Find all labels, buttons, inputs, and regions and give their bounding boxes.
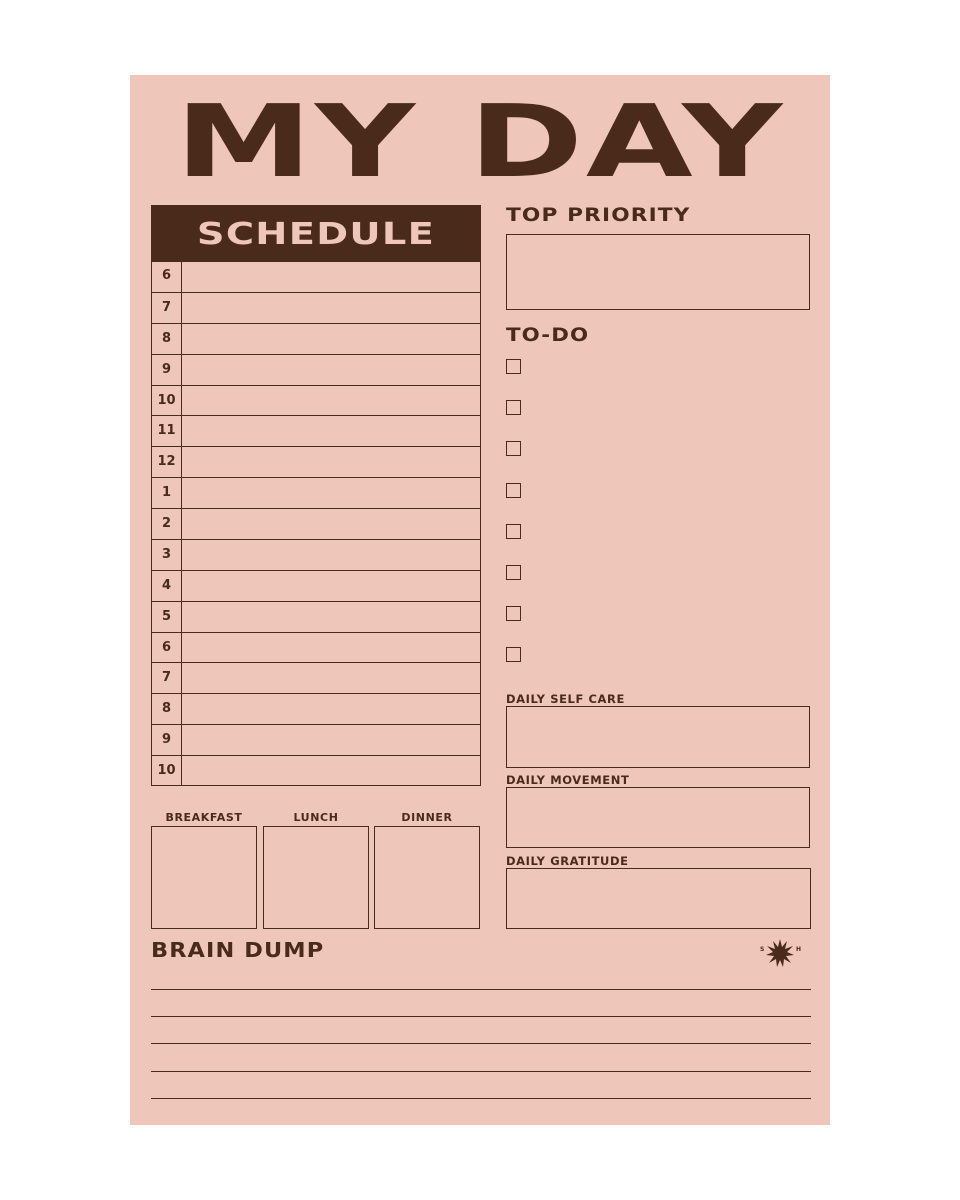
schedule-entry-field[interactable] [182,386,480,416]
schedule-entry-field[interactable] [182,725,480,755]
self-care-heading: DAILY SELF CARE [506,692,625,706]
hour-label: 10 [152,756,182,786]
logo-letter-right: H [796,946,802,953]
brain-dump-heading: BRAIN DUMP [151,938,325,962]
hour-label: 3 [152,540,182,570]
schedule-row [152,292,480,323]
schedule-row [152,539,480,570]
hour-label: 6 [152,633,182,663]
schedule-entry-field[interactable] [182,509,480,539]
todo-checkbox[interactable] [506,565,521,580]
schedule-row [152,601,480,632]
schedule-row [152,693,480,724]
todo-checkbox[interactable] [506,359,521,374]
schedule-entry-field[interactable] [182,324,480,354]
hour-label: 9 [152,355,182,385]
schedule-entry-field[interactable] [182,293,480,323]
schedule-entry-field[interactable] [182,756,480,786]
schedule-row [152,446,480,477]
schedule-row [152,323,480,354]
schedule-row [152,477,480,508]
schedule-entry-field[interactable] [182,540,480,570]
todo-checkbox[interactable] [506,483,521,498]
hour-label: 9 [152,725,182,755]
todo-checkbox[interactable] [506,647,521,662]
self-care-box[interactable] [506,706,810,768]
hour-label: 7 [152,293,182,323]
meal-label-breakfast: BREAKFAST [165,811,243,824]
schedule-row [152,354,480,385]
brain-dump-line[interactable] [151,1043,811,1044]
hour-label: 12 [152,447,182,477]
schedule-row [152,508,480,539]
page-title: MY DAY [175,83,785,200]
schedule-row [152,570,480,601]
top-priority-heading: TOP PRIORITY [506,204,691,226]
hour-label: 2 [152,509,182,539]
schedule-row [152,261,480,292]
hour-label: 8 [152,324,182,354]
meal-label-lunch: LUNCH [293,811,339,824]
hour-label: 8 [152,694,182,724]
schedule-entry-field[interactable] [182,571,480,601]
schedule-header [151,205,481,262]
schedule-entry-field[interactable] [182,416,480,446]
brain-dump-line[interactable] [151,989,811,990]
movement-heading: DAILY MOVEMENT [506,773,630,787]
schedule-entry-field[interactable] [182,261,480,292]
schedule-entry-field[interactable] [182,663,480,693]
logo-letter-left: S [760,946,765,953]
schedule-entry-field[interactable] [182,478,480,508]
schedule-entry-field[interactable] [182,602,480,632]
hour-label: 5 [152,602,182,632]
schedule-row [152,385,480,416]
schedule-entry-field[interactable] [182,355,480,385]
todo-checkbox[interactable] [506,606,521,621]
hour-label: 1 [152,478,182,508]
hour-label: 6 [152,261,182,292]
brain-dump-line[interactable] [151,1016,811,1017]
hour-label: 11 [152,416,182,446]
schedule-row [152,632,480,663]
schedule-entry-field[interactable] [182,694,480,724]
top-priority-box[interactable] [506,234,810,310]
lunch-box[interactable] [263,826,369,929]
schedule-heading: SCHEDULE [196,217,436,252]
schedule-row [152,724,480,755]
hour-label: 4 [152,571,182,601]
sunburst-icon [765,938,795,968]
hour-label: 7 [152,663,182,693]
brand-logo [758,938,802,968]
todo-heading: TO-DO [506,324,590,346]
hour-label: 10 [152,386,182,416]
dinner-box[interactable] [374,826,480,929]
breakfast-box[interactable] [151,826,257,929]
schedule-entry-field[interactable] [182,633,480,663]
todo-checkbox[interactable] [506,441,521,456]
movement-box[interactable] [506,787,810,848]
meal-label-dinner: DINNER [401,811,453,824]
brain-dump-line[interactable] [151,1071,811,1072]
schedule-table [151,261,481,786]
schedule-row [152,415,480,446]
gratitude-heading: DAILY GRATITUDE [506,854,629,868]
schedule-row [152,662,480,693]
brain-dump-line[interactable] [151,1098,811,1099]
schedule-row [152,755,480,786]
gratitude-box[interactable] [506,868,811,929]
schedule-entry-field[interactable] [182,447,480,477]
todo-checkbox[interactable] [506,400,521,415]
todo-checkbox[interactable] [506,524,521,539]
